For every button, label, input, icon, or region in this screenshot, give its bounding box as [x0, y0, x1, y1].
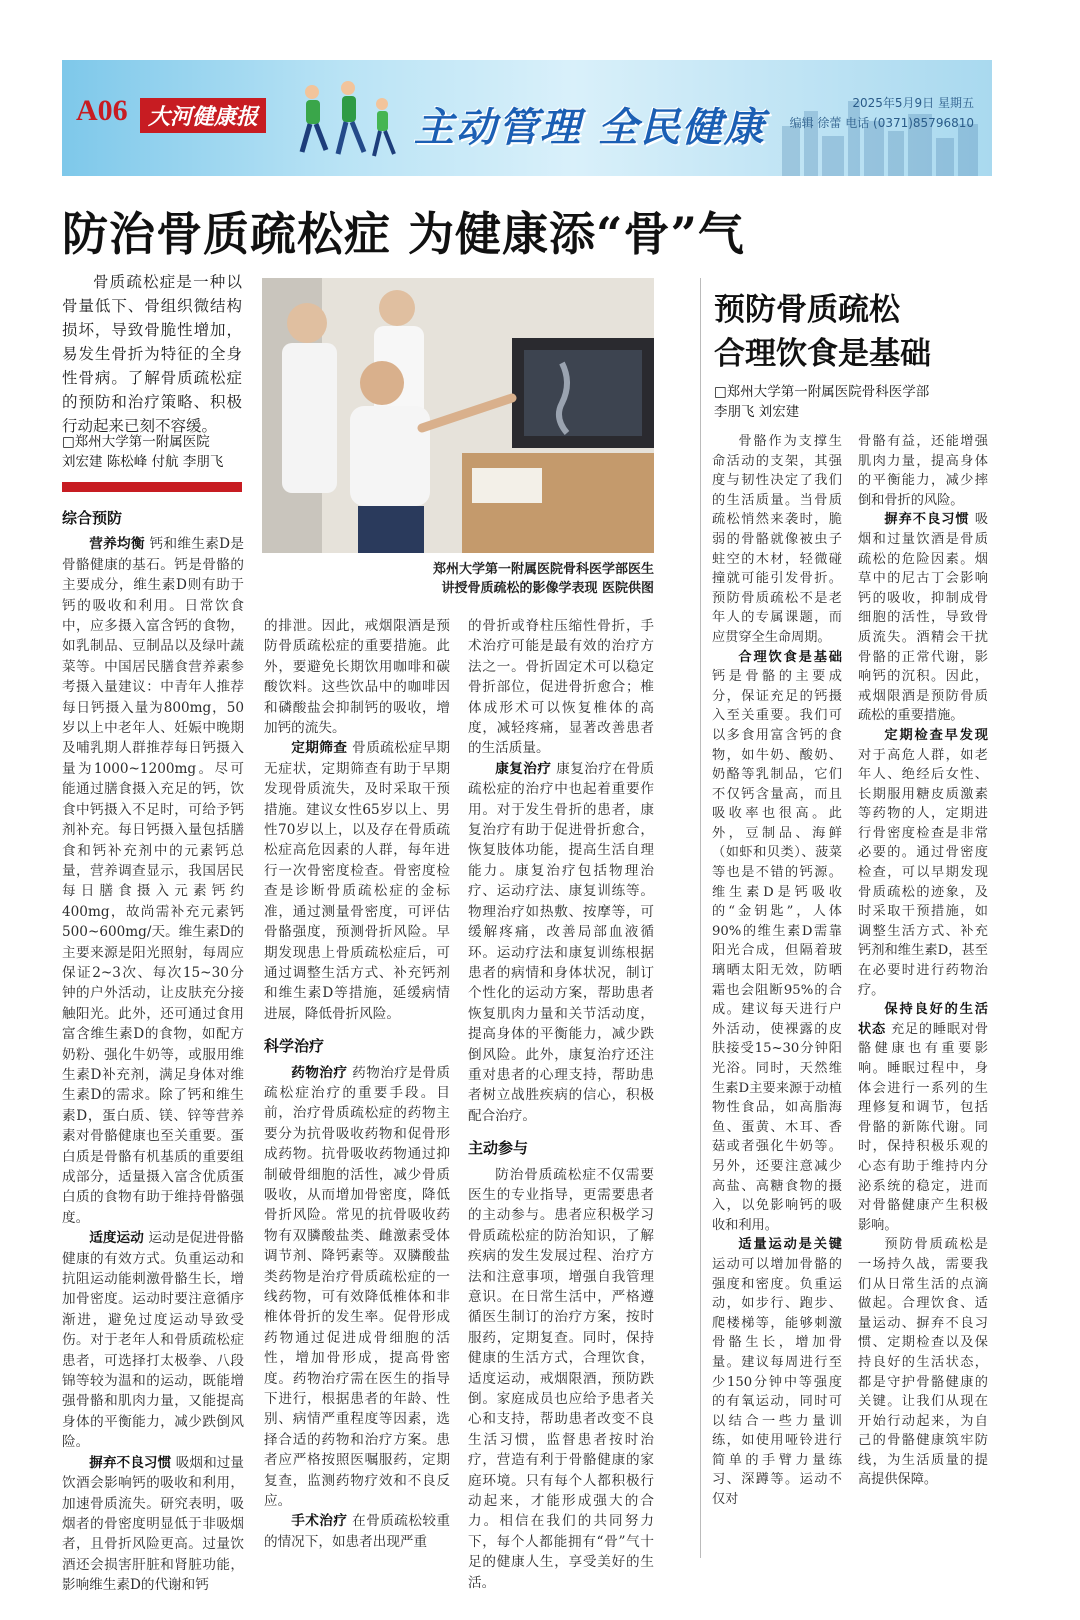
paragraph-lead: 营养均衡: [89, 536, 145, 553]
lead-org: □郑州大学第一附属医院: [62, 434, 210, 450]
paper-logo: 大河健康报: [140, 98, 266, 133]
paragraph-lead: 手术治疗: [291, 1513, 348, 1530]
editor-info: 编辑 徐蕾 电话 (0371)85796810: [789, 116, 974, 130]
red-divider: [62, 482, 242, 492]
paragraph: 营养均衡 钙和维生素D是骨骼健康的基石。钙是骨骼的主要成分，维生素D则有助于钙的吸收和利用。日常饮食中，应多摄入富含钙的食物，如乳制品、豆制品以及绿叶蔬菜等。中国居民膳食营养素参考摄入量建议：中青年人推荐每日钙摄入量为800mg，50岁以上中老年人、妊娠中晚期及哺乳期人群推荐每日钙摄入量为1000~1200mg。尽可能通过膳食摄入充足的钙，饮食中钙摄入不足时，可给予钙剂补充。每日钙摄入量包括膳食和钙补充剂中的元素钙总量，营养调查显示，我国居民每日膳食摄入元素钙约400mg，故尚需补充元素钙500~600mg/天。维生素D的主要来源是阳光照射，每周应保证2~3次、每次15~30分钟的户外活动，让皮肤充分接触阳光。此外，还可通过食用富含维生素D的食物，如配方奶粉、强化牛奶等，或服用维生素D补充剂，满足身体对维生素D的需求。除了钙和维生素D，蛋白质、镁、锌等营养素对骨骼健康也至关重要。蛋白质是骨骼有机基质的重要组成部分，适量摄入富含优质蛋白质的食物有助于维持骨骼强度。: [62, 536, 244, 1226]
main-headline: 防治骨质疏松症 为健康添“骨”气: [62, 207, 745, 261]
lead-text: 骨质疏松症是一种以骨量低下、骨组织微结构损坏，导致骨脆性增加，易发生骨折为特征的全身性骨病。了解骨质疏松症的预防和治疗策略、积极行动起来已刻不容缓。: [62, 273, 242, 435]
paragraph-lead: 合理饮食是基础: [738, 649, 842, 665]
photo-caption: [262, 560, 654, 598]
runners-illustration: [282, 74, 412, 170]
side-article-title: [714, 288, 984, 376]
paragraph-lead: 定期检查早发现: [884, 727, 988, 743]
page-number: A06: [76, 94, 128, 127]
paragraph: 摒弃不良习惯 吸烟和过量饮酒会影响钙的吸收和利用，加速骨质流失。研究表明，吸烟者的骨密度明显低于非吸烟者，且骨折风险更高。过量饮酒还会损害肝脏和肾脏功能，影响维生素D的代谢和钙: [62, 1454, 245, 1594]
banner-slogan: 主动管理 全民健康: [414, 105, 766, 151]
side-title-line-1: 预防骨质疏松: [714, 292, 900, 328]
section-heading-treatment: 科学治疗: [264, 1037, 325, 1056]
side-column-a: [712, 432, 842, 1510]
issue-date: 2025年5月9日 星期五: [852, 96, 974, 110]
lead-paragraph: [62, 270, 242, 438]
newspaper-page: [62, 60, 992, 1594]
paragraph-lead: 摒弃不良习惯: [89, 1454, 172, 1471]
side-author-names: 李朋飞 刘宏建: [714, 404, 800, 420]
article-column-2: [264, 616, 450, 1552]
caption-line-1: 郑州大学第一附属医院骨科医学部医生: [432, 562, 654, 577]
side-article-authors: [714, 382, 984, 422]
paragraph: 定期检查早发现 对于高危人群，如老年人、绝经后女性、长期服用糖皮质激素等药物的人，定期进行骨密度检查是非常必要的。通过骨密度检查，可以早期发现骨质疏松的迹象，及时采取干预措施，如调整生活方式、补充钙剂和维生素D，甚至在必要时进行药物治疗。: [858, 727, 988, 998]
paragraph-lead: 适度运动: [89, 1230, 144, 1247]
section-heading-participation: 主动参与: [468, 1139, 529, 1158]
lead-author-names: 刘宏建 陈松峰 付航 李朋飞: [62, 454, 224, 470]
paragraph: 合理饮食是基础 钙是骨骼的主要成分，保证充足的钙摄入至关重要。我们可以多食用富含钙的食物，如牛奶、酸奶、奶酪等乳制品，它们不仅钙含量高，而且吸收率也很高。此外，豆制品、海鲜（如虾和贝类）、菠菜等也是不错的钙源。维生素D是钙吸收的“金钥匙”，人体90%的维生素D需靠阳光合成，但隔着玻璃晒太阳无效，防晒霜也会阻断95%的合成。建议每天进行户外活动，使裸露的皮肤接受15~30分钟阳光浴。同时，天然维生素D主要来源于动植物性食品，如高脂海鱼、蛋黄、木耳、香菇或者强化牛奶等。另外，还要注意减少高盐、高糖食物的摄入，以免影响钙的吸收和利用。: [712, 649, 842, 1233]
side-org: □郑州大学第一附属医院骨科医学部: [714, 384, 930, 400]
column-divider: [700, 278, 701, 1558]
paragraph: 适量运动是关键 运动可以增加骨骼的强度和密度。负重运动，如步行、跑步、爬楼梯等，能够刺激骨骼生长，增加骨量。建议每周进行至少150分钟中等强度的有氧运动，同时可以结合一些力量训练，如使用哑铃进行简单的手臂力量练习、深蹲等。运动不仅对: [712, 1237, 842, 1508]
paragraph: 手术治疗 在骨质疏松较重的情况下，如患者出现严重: [264, 1513, 451, 1550]
article-column-1: [62, 508, 244, 1596]
page-banner: [62, 60, 992, 176]
paragraph-lead: 康复治疗: [495, 760, 552, 777]
paragraph: 预防骨质疏松是一场持久战，需要我们从日常生活的点滴做起。合理饮食、适量运动、摒弃不良习惯、定期检查以及保持良好的生活状态，都是守护骨骼健康的关键。让我们从现在开始行动起来，为自己的骨骼健康筑牢防线，为生活质量的提高提供保障。: [858, 1237, 988, 1488]
paragraph-lead: 药物治疗: [291, 1064, 348, 1081]
paragraph-lead: 定期筛查: [291, 740, 348, 757]
paragraph-lead: 摒弃不良习惯: [884, 512, 970, 528]
paragraph: 适度运动 运动是促进骨骼健康的有效方式。负重运动和抗阻运动能刺激骨骼生长，增加骨密度。运动时要注意循序渐进，避免过度运动导致受伤。对于老年人和骨质疏松症患者，可选择打太极拳、八段锦等较为温和的运动，既能增强骨骼和肌肉力量，又能提高身体的平衡能力，减少跌倒风险。: [62, 1230, 245, 1451]
paragraph: 防治骨质疏松症不仅需要医生的专业指导，更需要患者的主动参与。患者应积极学习骨质疏松症的防治知识，了解疾病的发生发展过程、治疗方法和注意事项，增强自我管理意识。在日常生活中，严格遵循医生制订的治疗方案，按时服药，定期复查。同时，保持健康的生活方式，合理饮食，适度运动，戒烟限酒，预防跌倒。家庭成员也应给予患者关心和支持，帮助患者改变不良生活习惯，监督患者按时治疗，营造有利于骨骼健康的家庭环境。只有每个人都积极行动起来，才能形成强大的合力。相信在我们的共同努力下，每个人都能拥有“骨”气十足的健康人生，享受美好的生活。: [468, 1166, 654, 1591]
section-heading-prevention: 综合预防: [62, 509, 123, 527]
paragraph: 骨骼作为支撑生命活动的支架，其强度与韧性决定了我们的生活质量。当骨质疏松悄然来袭时，脆弱的骨骼就像被虫子蛀空的木材，轻微碰撞就可能引发骨折。预防骨质疏松不是老年人的专属课题，而应贯穿全生命周期。: [712, 434, 842, 645]
paragraph: 保持良好的生活状态 充足的睡眠对骨骼健康也有重要影响。睡眠过程中，身体会进行一系列的生理修复和调节，包括骨骼的新陈代谢。同时，保持积极乐观的心态有助于维持内分泌系统的稳定，进而对骨骼健康产生积极影响。: [858, 1002, 989, 1233]
paragraph: 定期筛查 骨质疏松症早期无症状，定期筛查有助于早期发现骨质流失，及时采取干预措施。建议女性65岁以上、男性70岁以上，以及存在骨质疏松症高危因素的人群，每年进行一次骨密度检查。骨密度检查是诊断骨质疏松症的金标准，通过测量骨密度，可评估骨骼强度，预测骨折风险。早期发现患上骨质疏松症后，可通过调整生活方式、补充钙剂和维生素D等措施，延缓病情进展，降低骨折风险。: [264, 740, 451, 1022]
paragraph: 的排泄。因此，戒烟限酒是预防骨质疏松症的重要措施。此外，要避免长期饮用咖啡和碳酸饮料。这些饮品中的咖啡因和磷酸盐会抑制钙的吸收，增加钙的流失。: [264, 618, 450, 737]
paragraph: 的骨折或脊柱压缩性骨折，手术治疗可能是最有效的治疗方法之一。骨折固定术可以稳定骨折部位，促进骨折愈合；椎体成形术可以恢复椎体的高度，减轻疼痛，显著改善患者的生活质量。: [468, 618, 654, 757]
paragraph: 骨骼有益，还能增强肌肉力量，提高身体的平衡能力，减少摔倒和骨折的风险。: [858, 434, 988, 508]
side-title-line-2: 合理饮食是基础: [714, 336, 931, 372]
doctors-photo: [262, 278, 654, 553]
photo-illustration: [262, 278, 654, 553]
paragraph: 药物治疗 药物治疗是骨质疏松症治疗的重要手段。目前，治疗骨质疏松症的药物主要分为抗骨吸收药物和促骨形成药物。抗骨吸收药物通过抑制破骨细胞的活性，减少骨质吸收，从而增加骨密度，降低骨折风险。常见的抗骨吸收药物有双膦酸盐类、雌激素受体调节剂、降钙素等。双膦酸盐类药物是治疗骨质疏松症的一线药物，可有效降低椎体和非椎体骨折的发生率。促骨形成药物通过促进成骨细胞的活性，增加骨形成，提高骨密度。药物治疗需在医生的指导下进行，根据患者的年龄、性别、病情严重程度等因素，选择合适的药物和治疗方案。患者应严格按照医嘱服药，定期复查，监测药物疗效和不良反应。: [264, 1064, 451, 1510]
article-column-3: [468, 616, 654, 1593]
paragraph-lead: 适量运动是关键: [738, 1237, 842, 1253]
paragraph-lead: 保持良好的生活状态: [858, 1002, 988, 1037]
paragraph: 摒弃不良习惯 吸烟和过量饮酒是骨质疏松的危险因素。烟草中的尼古丁会影响钙的吸收，抑制成骨细胞的活性，导致骨质流失。酒精会干扰骨骼的正常代谢，影响钙的沉积。因此，戒烟限酒是预防骨质疏松的重要措施。: [858, 512, 989, 724]
caption-line-2: 讲授骨质疏松的影像学表现 医院供图: [441, 581, 654, 596]
side-column-b: [858, 432, 988, 1490]
lead-authors: [62, 432, 242, 472]
paragraph: 康复治疗 康复治疗在骨质疏松症的治疗中也起着重要作用。对于发生骨折的患者，康复治疗有助于促进骨折愈合，恢复肢体功能，提高生活自理能力。康复治疗包括物理治疗、运动疗法、康复训练等。物理治疗如热敷、按摩等，可缓解疼痛，改善局部血液循环。运动疗法和康复训练根据患者的病情和身体状况，制订个性化的运动方案，帮助患者恢复肌肉力量和关节活动度，提高身体的平衡能力，减少跌倒风险。此外，康复治疗还注重对患者的心理支持，帮助患者树立战胜疾病的信心，积极配合治疗。: [468, 760, 655, 1124]
